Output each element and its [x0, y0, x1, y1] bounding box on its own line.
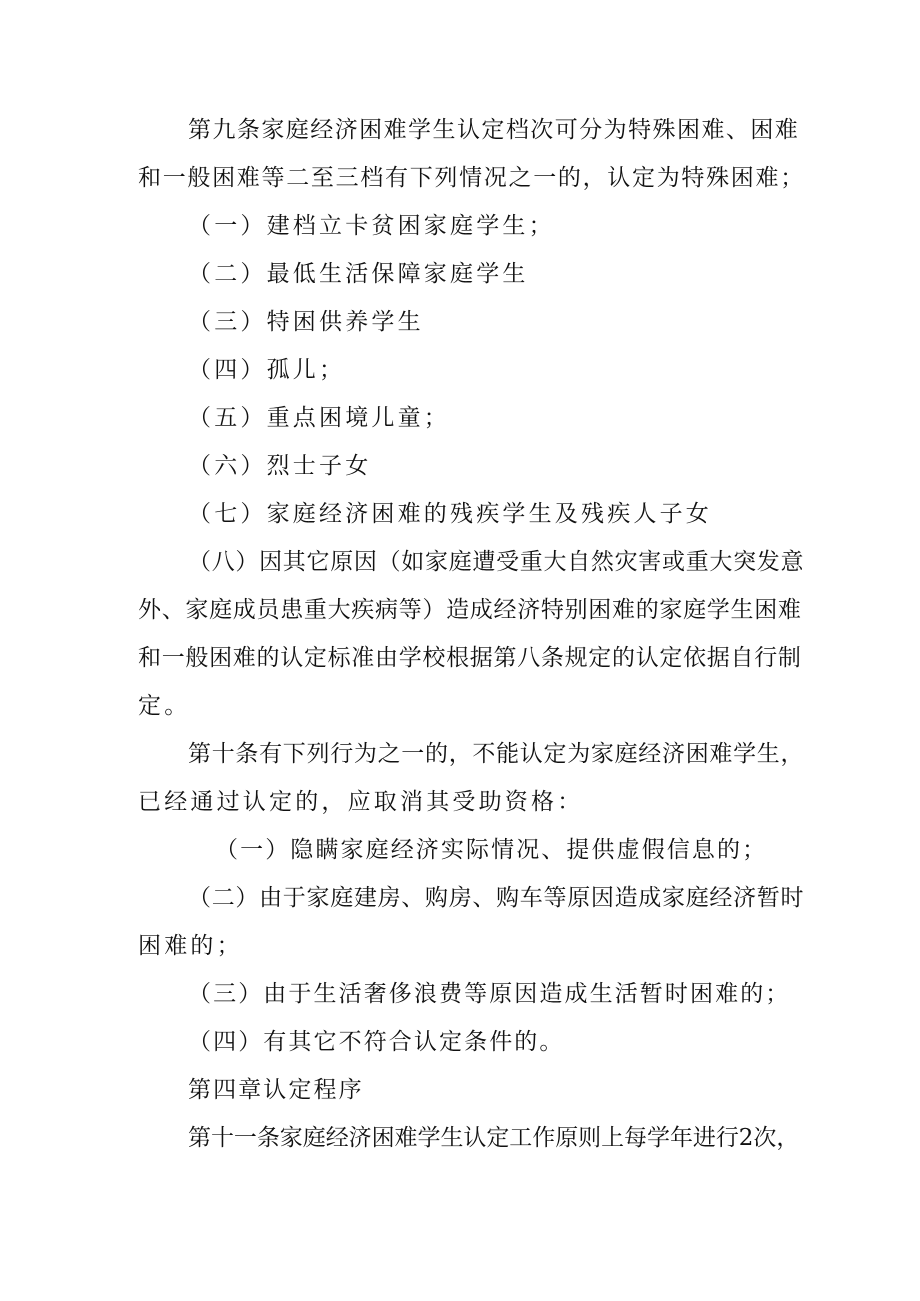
article9-item-6: （六）烈士子女: [188, 453, 372, 479]
chapter4-title: 第四章认定程序: [188, 1077, 364, 1103]
article9-item-3: （三）特困供养学生: [188, 309, 424, 335]
article9-item-8-line3: 和一般困难的认定标准由学校根据第八条规定的认定依据自行制: [138, 645, 802, 671]
article9-item-8-line1: （八）因其它原因（如家庭遭受重大自然灾害或重大突发意: [188, 549, 805, 575]
article10-heading-line2: 已经通过认定的，应取消其受助资格：: [138, 789, 584, 815]
article10-item-1: （一）隐瞒家庭经济实际情况、提供虚假信息的；: [215, 837, 768, 863]
article9-item-7: （七）家庭经济困难的残疾学生及残疾人子女: [188, 501, 712, 527]
article9-item-4: （四）孤儿；: [188, 357, 346, 383]
article9-heading-line2: 和一般困难等二至三档有下列情况之一的，认定为特殊困难；: [138, 165, 805, 191]
article10-item-2-line2: 困难的；: [138, 933, 243, 959]
article9-item-2: （二）最低生活保障家庭学生: [188, 261, 529, 287]
article10-item-4: （四）有其它不符合认定条件的。: [188, 1029, 565, 1055]
article10-item-2-line1: （二）由于家庭建房、购房、购车等原因造成家庭经济暂时: [188, 885, 805, 911]
article10-heading-line1: 第十条有下列行为之一的，不能认定为家庭经济困难学生，: [188, 741, 805, 767]
article9-item-8-line2: 外、家庭成员患重大疾病等）造成经济特别困难的家庭学生困难: [138, 597, 802, 623]
article10-item-3: （三）由于生活奢侈浪费等原因造成生活暂时困难的；: [188, 981, 791, 1007]
article9-item-8-line4: 定。: [138, 693, 191, 719]
article9-item-1: （一）建档立卡贫困家庭学生；: [188, 213, 555, 239]
article9-heading-line1: 第九条家庭经济困难学生认定档次可分为特殊困难、困难: [188, 117, 800, 143]
article9-item-5: （五）重点困境儿童；: [188, 405, 450, 431]
article11-heading-line1: 第十一条家庭经济困难学生认定工作原则上每学年进行2次，: [188, 1125, 800, 1151]
